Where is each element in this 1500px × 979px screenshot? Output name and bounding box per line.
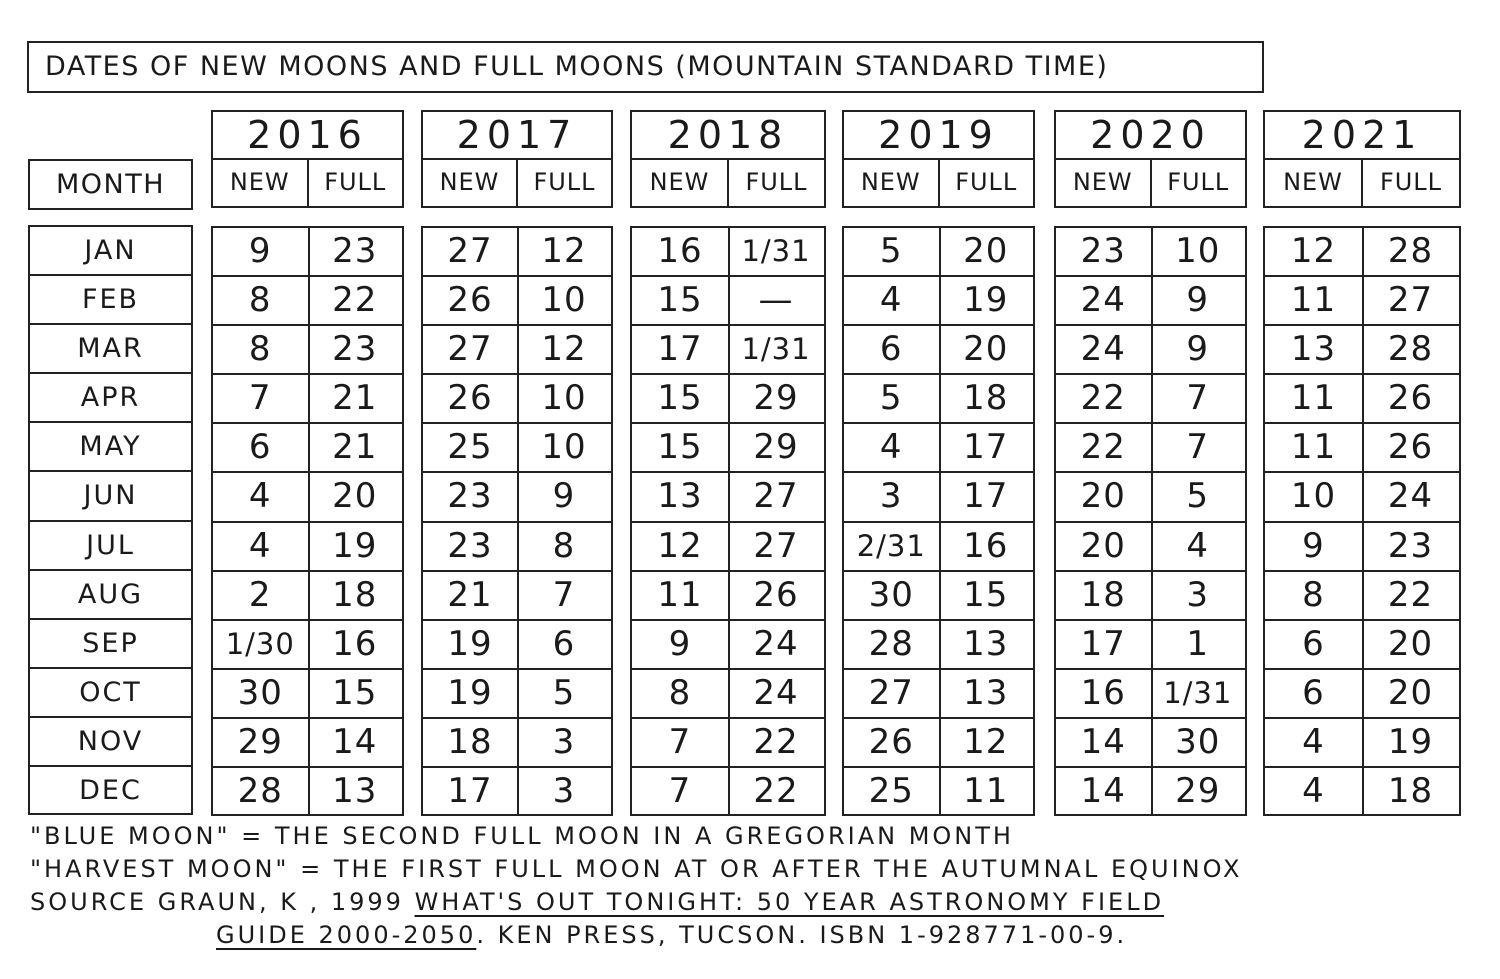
new-moon-date: 2 — [248, 574, 272, 615]
new-moon-date: 23 — [447, 476, 493, 517]
new-full-header — [421, 158, 613, 208]
full-moon-date: 1/31 — [741, 332, 811, 367]
full-moon-date: 13 — [963, 672, 1009, 713]
full-moon-date: 9 — [1186, 280, 1210, 321]
month-label: JUL — [30, 522, 191, 571]
full-moon-date: 9 — [1186, 329, 1210, 370]
new-moon-date: 4 — [248, 476, 272, 517]
new-full-header — [211, 158, 404, 208]
full-moon-date: 23 — [332, 329, 378, 370]
blue-moon-note: "BLUE MOON" = THE SECOND FULL MOON IN A GREGORIAN MONTH — [30, 822, 1014, 850]
new-moon-date: 11 — [1290, 280, 1337, 321]
full-moon-date: 27 — [753, 525, 799, 566]
year-heading: 2021 — [1263, 110, 1461, 160]
new-moon-date: 8 — [1302, 574, 1325, 615]
new-moon-date: 10 — [1290, 476, 1337, 517]
harvest-moon-note: "HARVEST MOON" = THE FIRST FULL MOON AT OR AFTER THE AUTUMNAL EQUINOX — [30, 855, 1243, 883]
new-moon-date: 13 — [1290, 329, 1337, 370]
full-moon-date: 7 — [1186, 427, 1210, 468]
full-moon-date: 4 — [1186, 525, 1210, 566]
new-moon-date: 17 — [1080, 623, 1126, 664]
full-moon-date: 13 — [332, 771, 378, 812]
month-label: DEC — [79, 775, 142, 807]
month-label: MAY — [30, 423, 191, 472]
full-moon-date: 17 — [963, 427, 1009, 468]
full-moon-date: 19 — [332, 525, 378, 566]
full-moon-date: 20 — [332, 476, 378, 517]
full-moon-date: 19 — [1387, 721, 1434, 762]
full-moon-date: 18 — [332, 574, 378, 615]
new-moon-date: 24 — [1080, 329, 1126, 370]
full-moon-date: 20 — [1387, 672, 1434, 713]
source-publisher: . KEN PRESS, TUCSON. ISBN 1-928771-00-9. — [476, 921, 1128, 949]
new-moon-date: 19 — [447, 623, 493, 664]
full-moon-date: 28 — [1387, 231, 1434, 271]
new-column-header: NEW — [1056, 160, 1152, 206]
full-moon-date: 14 — [332, 721, 378, 762]
new-moon-date: 7 — [668, 771, 692, 812]
full-moon-date: 19 — [963, 280, 1009, 321]
new-moon-date: 26 — [447, 378, 493, 419]
month-label: JAN — [30, 227, 191, 276]
new-moon-date: 8 — [668, 672, 692, 713]
footnotes — [30, 820, 1470, 952]
new-moon-date: 30 — [868, 574, 914, 615]
full-moon-date: 1/31 — [741, 234, 811, 268]
new-moon-date: 15 — [657, 378, 703, 419]
year-heading: 2020 — [1054, 110, 1247, 160]
new-moon-date: 2/31 — [856, 528, 926, 563]
new-moon-date: 15 — [657, 427, 703, 468]
full-moon-date: 12 — [541, 231, 587, 271]
new-moon-date: 12 — [657, 525, 703, 566]
new-moon-date: 11 — [657, 574, 703, 615]
new-full-header — [1054, 158, 1247, 208]
new-column-header: NEW — [423, 160, 518, 206]
full-moon-date: 29 — [1175, 771, 1221, 812]
full-moon-date: 21 — [332, 427, 378, 468]
full-moon-date: 21 — [332, 378, 378, 419]
new-moon-date: 3 — [879, 476, 903, 517]
full-moon-date: 24 — [753, 672, 799, 713]
month-label: OCT — [30, 669, 191, 718]
full-column-header: FULL — [1167, 168, 1230, 196]
new-moon-date: 24 — [1080, 280, 1126, 321]
new-moon-date: 6 — [248, 427, 272, 468]
new-moon-date: 19 — [447, 672, 493, 713]
full-moon-date: 17 — [963, 476, 1009, 517]
year-heading: 2018 — [630, 110, 826, 160]
full-moon-date: 10 — [541, 427, 587, 468]
new-moon-date: 7 — [668, 721, 692, 762]
full-moon-date: 24 — [1387, 476, 1434, 517]
full-moon-date: 9 — [552, 476, 576, 517]
full-moon-date: 18 — [963, 378, 1009, 419]
source-prefix: SOURCE GRAUN, K , 1999 — [30, 888, 415, 916]
source-citation-cont — [30, 919, 1470, 952]
new-moon-date: 16 — [1080, 672, 1126, 713]
new-moon-date: 25 — [868, 771, 914, 812]
moon-dates-grid — [842, 226, 1035, 816]
new-moon-date: 8 — [248, 280, 272, 321]
new-moon-date: 17 — [657, 329, 703, 370]
new-moon-date: 9 — [1302, 525, 1325, 566]
year-table-2019 — [842, 110, 1035, 816]
month-label: JUN — [30, 472, 191, 521]
full-moon-date: 22 — [753, 771, 799, 812]
full-column-header: FULL — [533, 168, 596, 196]
full-moon-date: 12 — [963, 721, 1009, 762]
full-moon-date: 7 — [552, 574, 576, 615]
new-moon-date: 26 — [447, 280, 493, 321]
full-moon-date: 26 — [1387, 378, 1434, 419]
full-moon-date: 23 — [1387, 525, 1434, 566]
full-moon-date: 20 — [963, 231, 1009, 271]
month-label: NOV — [30, 718, 191, 767]
new-moon-date: 28 — [868, 623, 914, 664]
page-title: DATES OF NEW MOONS AND FULL MOONS (MOUNTAIN STANDARD TIME) — [27, 41, 1264, 93]
new-moon-date: 29 — [237, 721, 283, 762]
new-moon-date: 4 — [1302, 721, 1325, 762]
month-label: SEP — [30, 620, 191, 669]
new-moon-date: 17 — [447, 771, 493, 812]
full-moon-date: 1/31 — [1163, 675, 1233, 710]
full-column-header: FULL — [745, 168, 808, 196]
full-moon-date: — — [758, 280, 794, 321]
full-column-header: FULL — [955, 168, 1018, 196]
new-moon-date: 6 — [879, 329, 903, 370]
full-moon-date: 20 — [1387, 623, 1434, 664]
new-moon-date: 23 — [1080, 231, 1126, 271]
new-moon-date: 14 — [1080, 721, 1126, 762]
year-heading: 2019 — [842, 110, 1035, 160]
new-moon-date: 28 — [237, 771, 283, 812]
new-moon-date: 14 — [1080, 771, 1126, 812]
full-moon-date: 22 — [753, 721, 799, 762]
full-moon-date: 27 — [753, 476, 799, 517]
new-moon-date: 12 — [1290, 231, 1337, 271]
full-moon-date: 22 — [332, 280, 378, 321]
new-moon-date: 27 — [868, 672, 914, 713]
new-moon-date: 27 — [447, 231, 493, 271]
source-book-title-cont: GUIDE 2000-2050 — [216, 921, 477, 949]
new-full-header — [842, 158, 1035, 208]
new-moon-date: 7 — [248, 378, 272, 419]
new-moon-date: 23 — [447, 525, 493, 566]
year-table-2018 — [630, 110, 826, 816]
new-moon-date: 20 — [1080, 476, 1126, 517]
new-moon-date: 25 — [447, 427, 493, 468]
full-moon-date: 15 — [332, 672, 378, 713]
new-moon-date: 22 — [1080, 427, 1126, 468]
full-moon-date: 13 — [963, 623, 1009, 664]
new-moon-date: 18 — [447, 721, 493, 762]
new-column-header: NEW — [844, 160, 940, 206]
new-moon-date: 4 — [879, 427, 903, 468]
full-moon-date: 24 — [753, 623, 799, 664]
full-moon-date: 5 — [1186, 476, 1210, 517]
year-table-2021 — [1263, 110, 1461, 816]
full-moon-date: 8 — [552, 525, 576, 566]
new-moon-date: 9 — [668, 623, 692, 664]
full-moon-date: 22 — [1387, 574, 1434, 615]
month-column — [28, 225, 193, 815]
full-moon-date: 30 — [1175, 721, 1221, 762]
new-moon-date: 13 — [657, 476, 703, 517]
source-citation — [30, 886, 1470, 919]
year-table-2017 — [421, 110, 613, 816]
full-moon-date: 1 — [1186, 623, 1210, 664]
full-moon-date: 10 — [1175, 231, 1221, 271]
new-column-header: NEW — [1265, 160, 1363, 206]
new-moon-date: 8 — [248, 329, 272, 370]
full-moon-date: 10 — [541, 280, 587, 321]
year-heading: 2017 — [421, 110, 613, 160]
month-label: FEB — [30, 276, 191, 325]
month-label: AUG — [30, 571, 191, 620]
new-moon-date: 4 — [1302, 771, 1325, 812]
new-moon-date: 11 — [1290, 378, 1337, 419]
moon-dates-grid — [421, 226, 613, 816]
full-moon-date: 23 — [332, 231, 378, 271]
full-moon-date: 16 — [963, 525, 1009, 566]
full-moon-date: 16 — [332, 623, 378, 664]
full-moon-date: 27 — [1387, 280, 1434, 321]
moon-dates-grid — [1263, 226, 1461, 816]
month-label: APR — [30, 374, 191, 423]
full-moon-date: 20 — [963, 329, 1009, 370]
new-moon-date: 18 — [1080, 574, 1126, 615]
full-column-header: FULL — [1379, 168, 1443, 196]
year-table-2016 — [211, 110, 404, 816]
new-column-header: NEW — [632, 160, 729, 206]
moon-dates-grid — [630, 226, 826, 816]
full-moon-date: 3 — [552, 771, 576, 812]
moon-dates-grid — [211, 226, 404, 816]
full-column-header: FULL — [324, 168, 387, 196]
month-label: MAR — [30, 325, 191, 374]
new-moon-date: 6 — [1302, 672, 1325, 713]
new-moon-date: 26 — [868, 721, 914, 762]
moon-dates-grid — [1054, 226, 1247, 816]
full-moon-date: 18 — [1387, 771, 1434, 812]
new-moon-date: 30 — [237, 672, 283, 713]
full-moon-date: 29 — [753, 427, 799, 468]
new-moon-date: 5 — [879, 378, 903, 419]
full-moon-date: 15 — [963, 574, 1009, 615]
full-moon-date: 6 — [552, 623, 576, 664]
full-moon-date: 29 — [753, 378, 799, 419]
full-moon-date: 11 — [963, 771, 1009, 812]
source-book-title: WHAT'S OUT TONIGHT: 50 YEAR ASTRONOMY FIELD — [414, 888, 1165, 916]
new-moon-date: 16 — [657, 231, 703, 271]
new-moon-date: 4 — [248, 525, 272, 566]
year-heading: 2016 — [211, 110, 404, 160]
new-moon-date: 9 — [248, 231, 272, 271]
new-moon-date: 5 — [879, 231, 903, 271]
new-moon-date: 20 — [1080, 525, 1126, 566]
new-moon-date: 21 — [447, 574, 493, 615]
full-moon-date: 3 — [552, 721, 576, 762]
new-moon-date: 22 — [1080, 378, 1126, 419]
new-moon-date: 1/30 — [225, 626, 295, 661]
full-moon-date: 3 — [1186, 574, 1210, 615]
full-moon-date: 26 — [1387, 427, 1434, 468]
new-moon-date: 6 — [1302, 623, 1325, 664]
new-moon-date: 27 — [447, 329, 493, 370]
full-moon-date: 10 — [541, 378, 587, 419]
new-moon-date: 15 — [657, 280, 703, 321]
new-column-header: NEW — [213, 160, 309, 206]
full-moon-date: 28 — [1387, 329, 1434, 370]
full-moon-date: 26 — [753, 574, 799, 615]
new-full-header — [630, 158, 826, 208]
full-moon-date: 7 — [1186, 378, 1210, 419]
full-moon-date: 12 — [541, 329, 587, 370]
year-table-2020 — [1054, 110, 1247, 816]
new-full-header — [1263, 158, 1461, 208]
full-moon-date: 5 — [552, 672, 576, 713]
month-column-header: MONTH — [28, 159, 193, 210]
new-moon-date: 11 — [1290, 427, 1337, 468]
new-moon-date: 4 — [879, 280, 903, 321]
